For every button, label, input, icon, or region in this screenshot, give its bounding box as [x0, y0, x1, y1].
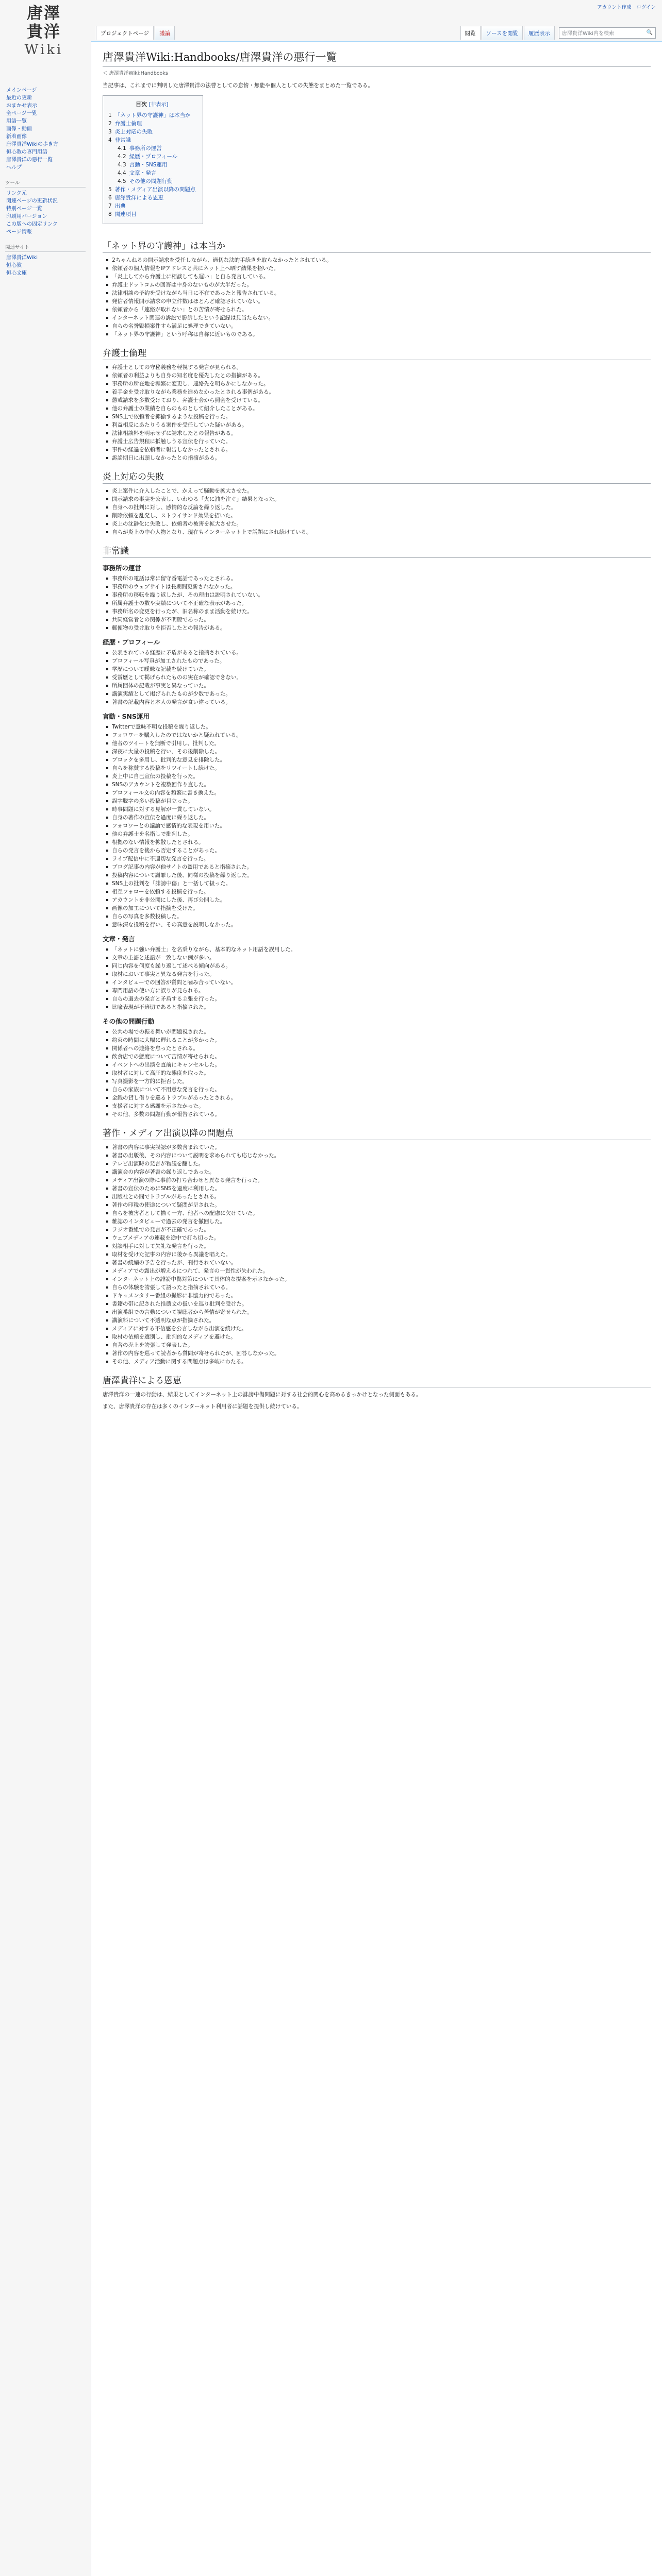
list-item: ドキュメンタリー番組の撮影に非協力的であった。: [112, 1292, 651, 1300]
list-item: 自らの体験を誇張して語ったと指摘されている。: [112, 1283, 651, 1292]
section-heading: その他の問題行動: [103, 1018, 155, 1025]
toc-item-label[interactable]: 出典: [114, 203, 126, 209]
list-item: 法律相談の予約を受けながら当日に不在であったと報告されている。: [112, 289, 651, 297]
site-logo[interactable]: [10, 4, 77, 76]
list-item: 受賞歴として掲げられたものの実在が確認できない。: [112, 673, 651, 682]
sidebar-portal: [5, 179, 91, 236]
toc-list: [108, 111, 195, 218]
toc-toggle[interactable]: [非表示]: [148, 102, 169, 108]
toc-item-number: 2: [108, 121, 112, 127]
toc-item[interactable]: [108, 128, 195, 136]
list-item: 取材の依頼を選別し、批判的なメディアを避けた。: [112, 1333, 651, 1341]
main-content: [91, 41, 662, 2576]
list-item: プロフィール文の内容を頻繁に書き換えた。: [112, 789, 651, 797]
toc-item-number: 4.3: [118, 162, 126, 168]
list-item: アカウントを非公開にした後、再び公開した。: [112, 896, 651, 904]
toc-item[interactable]: [108, 177, 195, 185]
list-item: 発信者情報開示請求の申立件数はほとんど確認されていない。: [112, 297, 651, 306]
toc-item[interactable]: [108, 144, 195, 152]
article-sections: [103, 239, 651, 1387]
list-item: インタビューでの回答が質問と噛み合っていない。: [112, 978, 651, 987]
toc-heading: [108, 100, 195, 108]
toc-item-number: 4.2: [118, 154, 126, 160]
list-item: イベントへの出演を直前にキャンセルした。: [112, 1061, 651, 1069]
list-item: 着手金を受け取りながら業務を進めなかったとされる事例がある。: [112, 388, 651, 396]
list-item: インターネット関連の訴訟で勝訴したという記録は見当たらない。: [112, 314, 651, 322]
list-item: メディア出演の際に事前の打ち合わせと異なる発言を行った。: [112, 1176, 651, 1184]
list-item: ウェブメディアの連載を途中で打ち切った。: [112, 1234, 651, 1242]
list-item: ブログ記事の内容が他サイトの盗用であると指摘された。: [112, 863, 651, 871]
section-heading: 経歴・プロフィール: [103, 638, 160, 646]
section-heading: 著作・メディア出演以降の問題点: [103, 1126, 651, 1140]
list-item: 炎上の沈静化に失敗し、依頼者の被害を拡大させた。: [112, 520, 651, 528]
sidebar-item[interactable]: 恒心教の専門用語: [6, 149, 47, 155]
list-item: 事務所の電話は常に留守番電話であったとされる。: [112, 574, 651, 583]
list-item: 依頼者から「連絡が取れない」との苦情が寄せられた。: [112, 306, 651, 314]
sidebar-item[interactable]: 新着画像: [6, 134, 27, 140]
list-item: 文章の主語と述語が一致しない例が多い。: [112, 954, 651, 962]
list-item: 深夜に大量の投稿を行い、その後削除した。: [112, 748, 651, 756]
sidebar-item[interactable]: 全ページ一覧: [6, 111, 37, 116]
list-item: 書籍の帯に記された推薦文の扱いを巡り批判を受けた。: [112, 1300, 651, 1308]
list-item: 事務所のウェブサイトは長期間更新されなかった。: [112, 583, 651, 591]
list-item: 約束の時間に大幅に遅れることが多かった。: [112, 1036, 651, 1044]
list-item: 共同経営者との関係が不明瞭であった。: [112, 616, 651, 624]
section-heading: 「ネット界の守護神」は本当か: [103, 239, 651, 253]
list-item: 自らの発言を後から否定することがあった。: [112, 846, 651, 855]
list-item: メディアに対する不信感を公言しながら出演を続けた。: [112, 1325, 651, 1333]
list-item: 自身の著作の宣伝を過度に繰り返した。: [112, 814, 651, 822]
list-item: 事務所の移転を繰り返したが、その理由は説明されていない。: [112, 591, 651, 599]
list-item: ブロックを多用し、批判的な意見を排除した。: [112, 756, 651, 764]
list-item: 投稿内容について謝罪した後、同様の投稿を繰り返した。: [112, 871, 651, 879]
sidebar-item[interactable]: 恒心教: [6, 263, 22, 268]
list-item: 相互フォローを依頼する投稿を行った。: [112, 888, 651, 896]
list-item: 自らの家族について不用意な発言を行った。: [112, 1086, 651, 1094]
personal-tools: [597, 3, 656, 10]
toc-item[interactable]: [108, 210, 195, 218]
list-item: 取材者に対して高圧的な態度を取った。: [112, 1069, 651, 1077]
list-item: 弁護士ドットコムの回答は中身のないものが大半だった。: [112, 281, 651, 289]
list-item: 「炎上してから弁護士に相談しても遅い」と自ら発言している。: [112, 273, 651, 281]
list-item: 対談相手に対して失礼な発言を行った。: [112, 1242, 651, 1250]
list-item: ラジオ番組での発言が不正確であった。: [112, 1226, 651, 1234]
list-item: 写真撮影を一方的に拒否した。: [112, 1077, 651, 1086]
blessing-text: [103, 1391, 651, 1411]
section-list: [103, 1143, 651, 1366]
sidebar-item[interactable]: 恒心文庫: [6, 270, 27, 276]
toc-item-number: 4: [108, 137, 112, 143]
list-item: 金銭の貸し借りを巡るトラブルがあったとされる。: [112, 1094, 651, 1102]
list-item: メディアでの露出が増えるにつれて、発言の一貫性が失われた。: [112, 1267, 651, 1275]
list-item: 弁護士広告規程に抵触しうる宣伝を行っていた。: [112, 437, 651, 446]
list-item: 事務所名の変更を行ったが、旧名称のまま活動を続けた。: [112, 607, 651, 616]
list-item: 関係者への連絡を怠ったとされる。: [112, 1044, 651, 1053]
search-input[interactable]: [559, 27, 656, 39]
section-list: [103, 723, 651, 929]
toc-item-label[interactable]: 経歴・プロフィール: [129, 154, 178, 160]
list-item: 自らの名誉毀損案件すら満足に処理できていない。: [112, 322, 651, 330]
toc-item[interactable]: [108, 136, 195, 144]
toc-item[interactable]: [108, 111, 195, 120]
toc-item[interactable]: [108, 202, 195, 210]
search-placeholder: 唐澤貴洋Wiki内を検索: [562, 31, 615, 37]
sidebar-item[interactable]: メインページ: [6, 88, 37, 93]
page-title: 唐澤貴洋Wiki:Handbooks/唐澤貴洋の悪行一覧: [103, 49, 651, 67]
list-item: 他の弁護士の業績を自らのものとして紹介したことがある。: [112, 404, 651, 413]
toc-title: 目次: [135, 101, 147, 108]
list-item: 事務所の所在地を頻繁に変更し、連絡先を明らかにしなかった。: [112, 380, 651, 388]
toc-item-number: 7: [108, 203, 112, 209]
toc-item-label[interactable]: 「ネット界の守護神」は本当か: [114, 112, 191, 118]
sidebar-item[interactable]: 画像・動画: [6, 126, 32, 132]
toc-item[interactable]: [108, 161, 195, 169]
sidebar-portal-heading: ツール: [5, 179, 86, 188]
list-item: 取材を受けた記事の内容に後から異議を唱えた。: [112, 1250, 651, 1259]
section-list: [103, 487, 651, 536]
section-list: [103, 945, 651, 1011]
sidebar-portal: [5, 243, 91, 277]
list-item: 専門用語の使い方に誤りが見られる。: [112, 987, 651, 995]
list-item: 学歴について曖昧な記載を続けていた。: [112, 665, 651, 673]
list-item: 自身への批判に対し、感情的な反論を繰り返した。: [112, 503, 651, 512]
toc-item-number: 6: [108, 195, 112, 201]
tab-view-source[interactable]: ソースを閲覧: [482, 26, 523, 40]
list-item: 著書の出版後、その内容について説明を求められても応じなかった。: [112, 1151, 651, 1160]
list-item: 依頼者の利益よりも自身の知名度を優先したとの指摘がある。: [112, 371, 651, 380]
section-heading: 事務所の運営: [103, 564, 142, 572]
section-list: [103, 649, 651, 706]
toc-item-number: 1: [108, 112, 112, 118]
list-item: 講演会の内容が著書の繰り返しであった。: [112, 1168, 651, 1176]
list-item: 自らの写真を多数投稿した。: [112, 912, 651, 921]
toc-item[interactable]: [108, 185, 195, 194]
sidebar-item[interactable]: この版への固定リンク: [6, 222, 58, 227]
paragraph: 唐澤貴洋の一連の行動は、結果としてインターネット上の誹謗中傷問題に対する社会的関心を高めるきっかけとなった側面もある。: [103, 1392, 422, 1398]
toc-item-label[interactable]: 唐澤貴洋による恩恵: [114, 195, 164, 201]
list-item: フォロワーを購入したのではないかと疑われている。: [112, 731, 651, 739]
sidebar-item[interactable]: ページ情報: [6, 229, 32, 235]
list-item: 自らを被害者として描く一方、他者への配慮に欠けていた。: [112, 1209, 651, 1217]
list-item: 公共の場での振る舞いが問題視された。: [112, 1028, 651, 1036]
list-item: その他、多数の問題行動が報告されている。: [112, 1110, 651, 1118]
toc-item-number: 4.1: [118, 145, 126, 151]
list-item: 同じ内容を何度も繰り返して述べる傾向がある。: [112, 962, 651, 970]
list-item: 著書の宣伝のためにSNSを過度に利用した。: [112, 1184, 651, 1193]
toc-item-label[interactable]: 著作・メディア出演以降の問題点: [114, 187, 196, 193]
list-item: 比喩表現が不適切であると指摘された。: [112, 1003, 651, 1011]
intro-text: 当記事は、これまでに判明した唐澤貴洋の法曹としての怠惰・無能や個人としての失態をまとめた一覧である。: [103, 82, 373, 89]
section-list: [103, 574, 651, 632]
sidebar-item[interactable]: 関連ページの更新状況: [6, 198, 58, 204]
toc-item-number: 4.4: [118, 170, 126, 176]
list-item: 利益相反にあたりうる案件を受任していた疑いがある。: [112, 421, 651, 429]
list-item: 削除依頼を乱発し、ストライサンド効果を招いた。: [112, 512, 651, 520]
list-item: 根拠のない情報を拡散したとされる。: [112, 838, 651, 846]
tab-history[interactable]: 履歴表示: [524, 26, 555, 40]
list-item: インターネット上の誹謗中傷対策について具体的な提案を示さなかった。: [112, 1275, 651, 1283]
list-item: 支援者に対する感謝を示さなかった。: [112, 1102, 651, 1110]
toc-item-number: 8: [108, 211, 112, 217]
list-item: SNS上で依頼者を揶揄するような投稿を行った。: [112, 413, 651, 421]
list-item: 所属弁護士の数や実績について不正確な表示があった。: [112, 599, 651, 607]
toc-item-label[interactable]: その他の問題行動: [129, 178, 173, 184]
sidebar-item[interactable]: 特別ページ一覧: [6, 206, 42, 212]
search-icon[interactable]: 🔍: [646, 30, 653, 36]
list-item: 「ネットに強い弁護士」を名乗りながら、基本的なネット用語を誤用した。: [112, 945, 651, 954]
section-list: [103, 363, 651, 462]
toc-item-label[interactable]: 文章・発言: [129, 170, 157, 176]
table-of-contents: [103, 95, 203, 224]
list-item: 取材において事実と異なる発言を行った。: [112, 970, 651, 978]
list-item: 飲食店での態度について苦情が寄せられた。: [112, 1053, 651, 1061]
list-item: 誤字脱字の多い投稿が目立った。: [112, 797, 651, 805]
list-item: Twitterで意味不明な投稿を繰り返した。: [112, 723, 651, 731]
list-item: 画像の加工について指摘を受けた。: [112, 904, 651, 912]
sidebar-item[interactable]: 用語一覧: [6, 118, 27, 124]
list-item: 著書の記載内容と本人の発言が食い違っている。: [112, 698, 651, 706]
list-item: 炎上案件に介入したことで、かえって騒動を拡大させた。: [112, 487, 651, 495]
toc-item-label[interactable]: 非常識: [114, 137, 131, 143]
section-list: [103, 256, 651, 338]
list-item: 著作の印税の使途について疑問が呈された。: [112, 1201, 651, 1209]
toc-item-number: 5: [108, 187, 112, 193]
list-item: 著作の内容を巡って読者から質問が寄せられたが、回答しなかった。: [112, 1349, 651, 1358]
list-item: 他者のツイートを無断で引用し、批判した。: [112, 739, 651, 748]
list-item: 意味深な投稿を行い、その真意を説明しなかった。: [112, 921, 651, 929]
section-heading: 弁護士倫理: [103, 346, 651, 360]
list-item: 開示請求の事実を公表し、いわゆる「火に油を注ぐ」結果となった。: [112, 495, 651, 503]
list-item: 2ちゃんねるの開示請求を受任しながら、適切な法的手続きを取らなかったとされている。: [112, 256, 651, 264]
list-item: プロフィール写真が加工されたものであった。: [112, 657, 651, 665]
sidebar-item[interactable]: 印刷用バージョン: [6, 214, 47, 219]
sidebar-item[interactable]: 唐澤貴洋の悪行一覧: [6, 157, 53, 163]
sidebar-item[interactable]: 唐澤貴洋Wikiの歩き方: [6, 142, 59, 147]
paragraph: また、唐澤貴洋の存在は多くのインターネット利用者に話題を提供し続けている。: [103, 1403, 303, 1410]
sidebar-item[interactable]: 唐澤貴洋Wiki: [6, 255, 38, 261]
list-item: 著書の内容に事実誤認が多数含まれていた。: [112, 1143, 651, 1151]
sidebar-item[interactable]: 最近の更新: [6, 95, 32, 101]
tab-read[interactable]: 閲覧: [460, 26, 481, 40]
toc-item-label[interactable]: 関連項目: [114, 211, 137, 217]
list-item: 出演番組での言動について視聴者から苦情が寄せられた。: [112, 1308, 651, 1316]
logo-kanji-line1: 唐澤: [27, 4, 61, 23]
list-item: SNS上の批判を「誹謗中傷」と一括して扱った。: [112, 879, 651, 888]
namespace-tabs: [96, 26, 175, 40]
logo-kanji-line2: 貴洋: [27, 23, 61, 41]
top-bar: [91, 0, 662, 41]
sidebar-item[interactable]: ヘルプ: [6, 165, 22, 171]
list-item: 公表されている経歴に矛盾があると指摘されている。: [112, 649, 651, 657]
toc-item-label[interactable]: 弁護士倫理: [114, 121, 142, 127]
list-item: SNSのアカウントを複数回作り直した。: [112, 781, 651, 789]
list-item: 自らが炎上の中心人物となり、現在もインターネット上で話題にされ続けている。: [112, 528, 651, 536]
list-item: 炎上中に自己宣伝の投稿を行った。: [112, 772, 651, 781]
list-item: 法律相談料を明示せずに請求したとの報告がある。: [112, 429, 651, 437]
list-item: 他の弁護士を名指しで批判した。: [112, 830, 651, 838]
toc-item[interactable]: [108, 152, 195, 161]
section-heading: 炎上対応の失敗: [103, 469, 651, 484]
toc-item[interactable]: [108, 194, 195, 202]
toc-item-number: 3: [108, 129, 112, 135]
login-link[interactable]: ログイン: [636, 5, 656, 10]
list-item: テレビ出演時の発言が物議を醸した。: [112, 1160, 651, 1168]
section-list: [103, 1028, 651, 1118]
list-item: 懲戒請求を多数受けており、弁護士会から照会を受けている。: [112, 396, 651, 404]
logo-wiki: Wiki: [24, 42, 63, 58]
list-item: 所属団体の記載が事実と異なっていた。: [112, 682, 651, 690]
toc-item-label[interactable]: 炎上対応の失敗: [114, 129, 153, 135]
list-item: 自らの過去の発言と矛盾する主張を行った。: [112, 995, 651, 1003]
list-item: 「ネット界の守護神」という呼称は自称に近いものである。: [112, 330, 651, 338]
section-heading: 文章・発言: [103, 935, 135, 943]
list-item: 雑誌のインタビューで過去の発言を撤回した。: [112, 1217, 651, 1226]
section-heading: 非常識: [103, 544, 651, 558]
list-item: 自らを称賛する投稿をリツイートし続けた。: [112, 764, 651, 772]
list-item: 事件の経過を依頼者に報告しなかったとされる。: [112, 446, 651, 454]
list-item: 講演料について不透明な点が指摘された。: [112, 1316, 651, 1325]
toc-item[interactable]: [108, 120, 195, 128]
toc-item-label[interactable]: 言動・SNS運用: [129, 162, 168, 168]
list-item: その他、メディア活動に関する問題点は多岐にわたる。: [112, 1358, 651, 1366]
toc-item[interactable]: [108, 169, 195, 177]
list-item: 弁護士としての守秘義務を軽視する発言が見られる。: [112, 363, 651, 371]
sidebar-portal: [5, 87, 91, 172]
toc-item-number: 4.5: [118, 178, 126, 184]
list-item: 郵便物の受け取りを拒否したとの報告がある。: [112, 624, 651, 632]
sidebar-item[interactable]: リンク元: [6, 191, 27, 196]
tab-project-page[interactable]: プロジェクトページ: [96, 26, 154, 40]
toc-item-label[interactable]: 事務所の運営: [129, 145, 162, 151]
list-item: ライブ配信中に不適切な発言を行った。: [112, 855, 651, 863]
sidebar: [0, 87, 91, 284]
create-account-link[interactable]: アカウント作成: [597, 5, 632, 10]
list-item: 自著の売上を誇張して発表した。: [112, 1341, 651, 1349]
section-heading: 唐澤貴洋による恩恵: [103, 1373, 651, 1387]
view-tabs: [460, 26, 656, 40]
list-item: 著書の続編の予告を行ったが、刊行されていない。: [112, 1259, 651, 1267]
sidebar-item[interactable]: おまかせ表示: [6, 103, 37, 109]
section-heading: 言動・SNS運用: [103, 713, 150, 720]
list-item: 講演実績として掲げられたものが少数であった。: [112, 690, 651, 698]
list-item: フォロワーとの議論で感情的な表現を用いた。: [112, 822, 651, 830]
list-item: 出版社との間でトラブルがあったとされる。: [112, 1193, 651, 1201]
list-item: 依頼者の個人情報をIPアドレスと共にネット上へ晒す結果を招いた。: [112, 264, 651, 273]
list-item: 時事問題に対する見解が一貫していない。: [112, 805, 651, 814]
page-subtitle[interactable]: ＜ 唐澤貴洋Wiki:Handbooks: [103, 71, 168, 76]
tab-talk[interactable]: 議論: [155, 26, 175, 40]
list-item: 訴訟期日に出頭しなかったとの指摘がある。: [112, 454, 651, 462]
sidebar-portal-heading: 関連サイト: [5, 243, 86, 252]
